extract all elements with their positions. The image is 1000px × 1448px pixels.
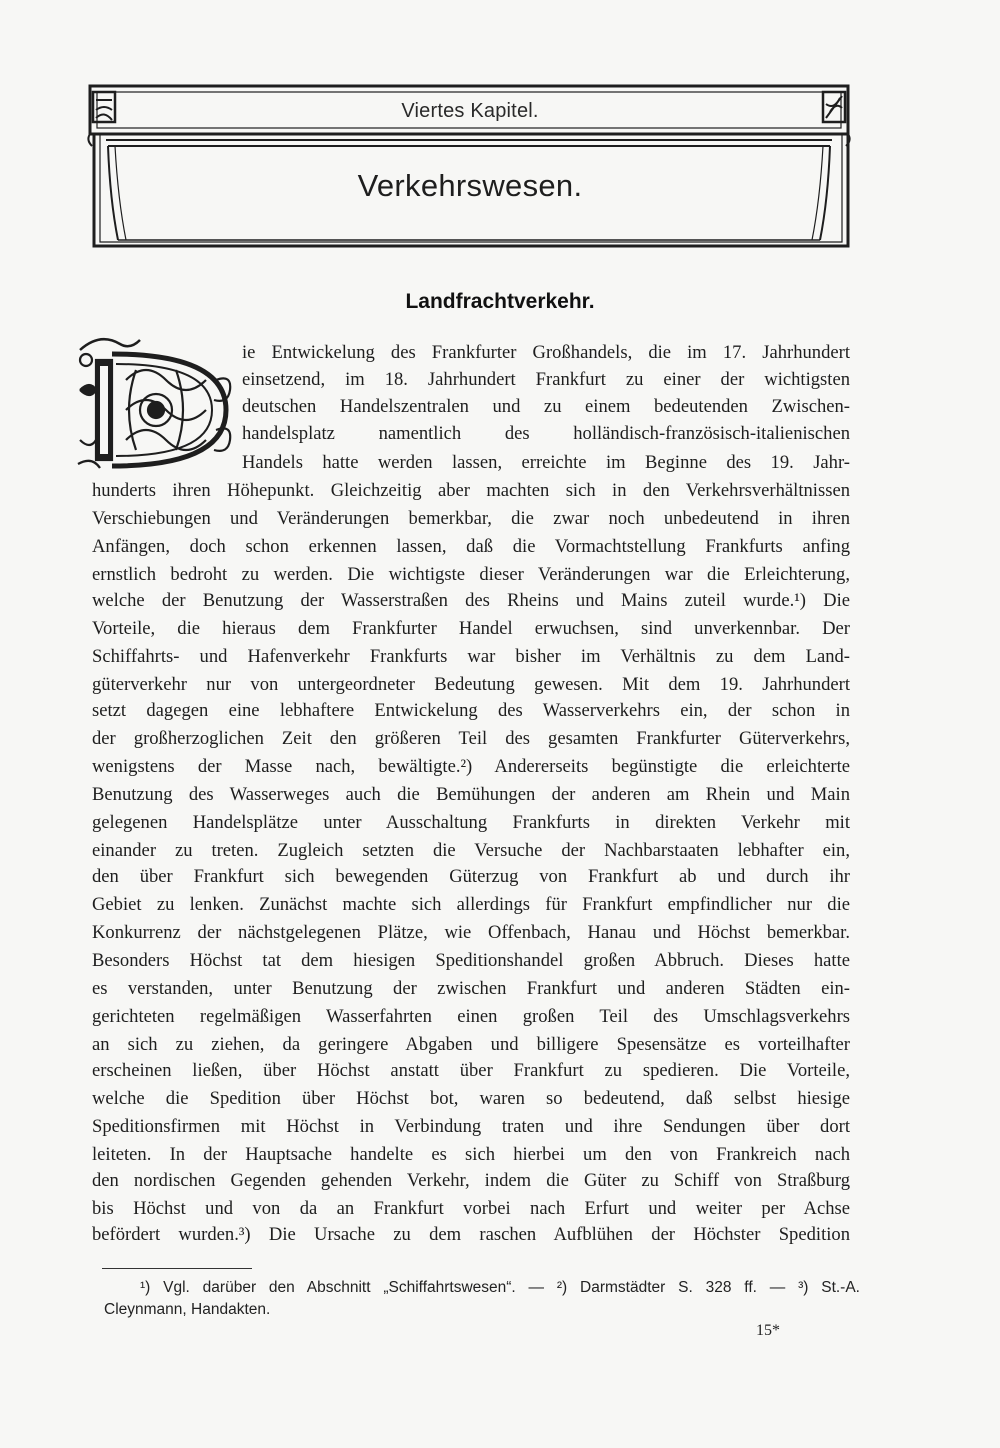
body-line: wenigstens der Masse nach, bewältigte.²) Andererseits begünstigte die erleichterte (92, 756, 850, 777)
body-line: den über Frankfurt sich bewegenden Güterzug von Frankfurt ab und durch ihr (92, 866, 850, 887)
body-line: ernstlich bedroht zu werden. Die wichtigste dieser Veränderungen war die Erleichterung, (92, 564, 850, 585)
body-line: Speditionsfirmen mit Höchst in Verbindung traten und ihre Sendungen über dort (92, 1116, 850, 1137)
body-line: den nordischen Gegenden gehenden Verkehr, indem die Güter zu Schiff von Straßburg (92, 1170, 850, 1191)
chapter-label: Viertes Kapitel. (401, 100, 539, 122)
body-line: es verstanden, unter Benutzung der zwischen Frankfurt und anderen Städten ein- (92, 978, 850, 999)
footnote-line: ¹) Vgl. darüber den Abschnitt „Schiffahrtswesen“. — ²) Darmstädter S. 328 ff. — ³) St.-A. (140, 1279, 860, 1296)
body-line: setzt dagegen eine lebhaftere Entwickelung des Wasserverkehrs ein, der schon in (92, 700, 850, 721)
body-line: Vorteile, die hieraus dem Frankfurter Handel erwuchsen, sind unverkennbar. Der (92, 618, 850, 639)
body-line: Konkurrenz der nächstgelegenen Plätze, wie Offenbach, Hanau und Höchst bemerkbar. (92, 922, 850, 943)
chapter-title: Verkehrswesen. (357, 168, 583, 203)
chapter-frame (0, 0, 1000, 300)
body-line: gelegenen Handelsplätze unter Ausschaltung Frankfurts in direkten Verkehr mit (92, 812, 850, 833)
footnote-line: Cleynmann, Handakten. (104, 1301, 271, 1318)
body-line: welche der Benutzung der Wasserstraßen des Rheins und Mains zuteil wurde.¹) Die (92, 590, 850, 611)
body-line: deutschen Handelszentralen und zu einem bedeutenden Zwischen- (242, 396, 850, 417)
body-line: einsetzend, im 18. Jahrhundert Frankfurt zu einer der wichtigsten (242, 369, 850, 390)
body-line: einander zu treten. Zugleich setzten die Versuche der Nachbarstaaten lebhafter ein, (92, 840, 850, 861)
body-line: Verschiebungen und Veränderungen bemerkbar, die zwar noch unbedeutend in ihren (92, 508, 850, 529)
section-heading: Landfrachtverkehr. (405, 290, 595, 313)
body-line: an sich zu ziehen, da geringere Abgaben und billigere Spesensätze es vorteilhafter (92, 1034, 850, 1055)
body-line: hunderts ihren Höhepunkt. Gleichzeitig aber machten sich in den Verkehrsverhältnissen (92, 480, 850, 501)
body-line: ie Entwickelung des Frankfurter Großhandels, die im 17. Jahrhundert (242, 342, 850, 363)
page-number: 15* (756, 1322, 780, 1339)
body-line: Handels hatte werden lassen, erreichte im Beginne des 19. Jahr- (242, 452, 850, 473)
body-line: Gebiet zu lenken. Zunächst machte sich allerdings für Frankfurt empfindlicher nur die (92, 894, 850, 915)
body-line: Anfängen, doch schon erkennen lassen, daß die Vormachtstellung Frankfurts anfing (92, 536, 850, 557)
body-line: Schiffahrts- und Hafenverkehr Frankfurts war bisher im Verhältnis zu dem Land- (92, 646, 850, 667)
body-line: gerichteten regelmäßigen Wasserfahrten einen großen Teil des Umschlagsverkehrs (92, 1006, 850, 1027)
body-line: welche die Spedition über Höchst bot, waren so bedeutend, daß selbst hiesige (92, 1088, 850, 1109)
body-line: Benutzung des Wasserweges auch die Bemühungen der anderen am Rhein und Main (92, 784, 850, 805)
body-line: bis Höchst und von da an Frankfurt vorbei nach Erfurt und weiter per Achse (92, 1198, 850, 1219)
body-line: güterverkehr nur von untergeordneter Bedeutung gewesen. Mit dem 19. Jahrhundert (92, 674, 850, 695)
body-line: leiteten. In der Hauptsache handelte es sich hierbei um den von Frankreich nach (92, 1144, 850, 1165)
body-line: erscheinen ließen, über Höchst anstatt über Frankfurt zu spedieren. Die Vorteile, (92, 1060, 850, 1081)
body-line: Besonders Höchst tat dem hiesigen Speditionshandel großen Abbruch. Dieses hatte (92, 950, 850, 971)
footnote-separator (102, 1268, 252, 1269)
body-line: handelsplatz namentlich des holländisch-französisch-italienischen (242, 423, 850, 444)
body-line: der großherzoglichen Zeit den größeren Teil des gesamten Frankfurter Güterverkehrs, (92, 728, 850, 749)
decorative-initial-d-icon (76, 330, 238, 470)
body-line: befördert wurden.³) Die Ursache zu dem raschen Aufblühen der Höchster Spedition (92, 1224, 850, 1245)
